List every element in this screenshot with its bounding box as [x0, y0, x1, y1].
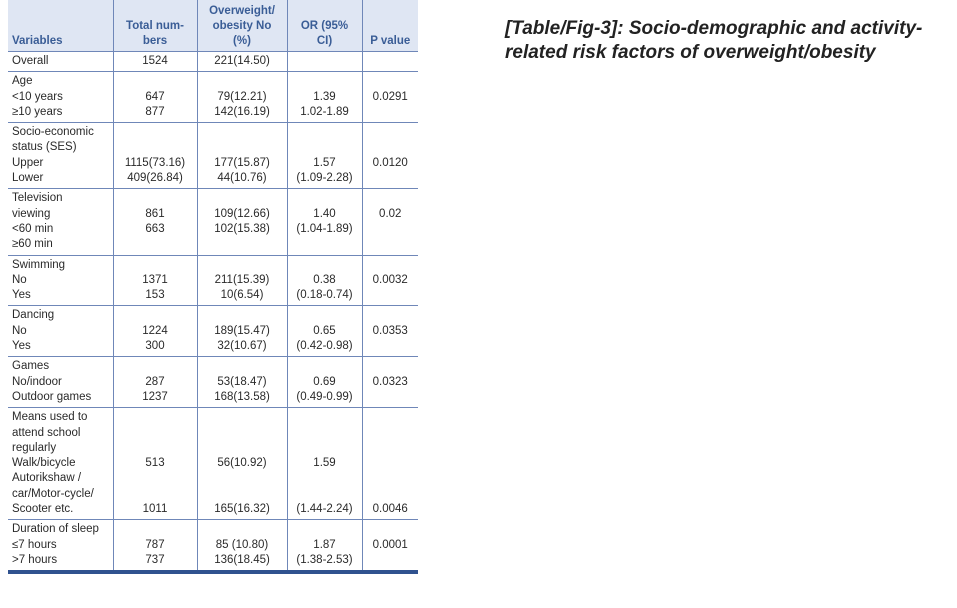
table-row [8, 357, 418, 408]
cell-line: 0.38 [313, 273, 336, 286]
cell-line: 168(13.58) [214, 390, 270, 403]
cell-total-numbers [113, 189, 197, 255]
cell-line: Socio-economic [12, 126, 94, 139]
cell-line [202, 441, 283, 456]
cell-line: 1524 [142, 55, 168, 67]
cell-line [367, 222, 415, 237]
cell-line: ≥10 years [12, 105, 63, 118]
cell-line: >7 hours [12, 553, 58, 566]
cell-line: 85 (10.80) [215, 538, 269, 551]
cell-line: (0.18-0.74) [296, 289, 353, 302]
cell-line [118, 125, 193, 140]
cell-line [202, 487, 283, 502]
cell-line [367, 487, 415, 502]
cell-line [202, 237, 283, 252]
cell-odds-ratio [287, 357, 362, 408]
cell-line: 0.0291 [372, 90, 408, 103]
table-body [8, 52, 418, 573]
cell-p-value [362, 123, 418, 189]
cell-line: Walk/bicycle [12, 457, 76, 470]
header-line: OR (95% [300, 20, 349, 32]
cell-line: Scooter etc. [12, 503, 74, 516]
cell-line [292, 426, 358, 441]
cell-line [367, 258, 415, 273]
cell-line: 79(12.21) [217, 90, 267, 103]
cell-line [118, 140, 193, 155]
cell-odds-ratio [287, 520, 362, 572]
cell-line [367, 441, 415, 456]
cell-line: 1.59 [313, 457, 336, 470]
cell-line: attend school [12, 426, 81, 439]
cell-line: 0.0353 [372, 324, 408, 337]
cell-line: 1.57 [313, 156, 336, 169]
cell-line: 0.0323 [372, 375, 408, 388]
table-row [8, 520, 418, 572]
cell-line: status (SES) [12, 141, 77, 154]
cell-variables [8, 357, 113, 408]
cell-line [202, 258, 283, 273]
cell-line: Dancing [12, 309, 55, 322]
cell-line: 0.02 [379, 207, 402, 220]
cell-p-value [362, 520, 418, 572]
cell-line: 53(18.47) [217, 375, 267, 388]
cell-odds-ratio [287, 306, 362, 357]
cell-line: 0.0001 [372, 538, 408, 551]
cell-line: (1.04-1.89) [296, 222, 353, 235]
cell-line: Duration of sleep [12, 523, 99, 536]
cell-odds-ratio [287, 408, 362, 520]
cell-line: 221(14.50) [214, 55, 270, 67]
table-header-row [8, 0, 418, 52]
cell-odds-ratio [287, 189, 362, 255]
cell-line [367, 105, 415, 120]
table-row [8, 255, 418, 306]
cell-line: ≤7 hours [12, 538, 57, 551]
cell-line: No [12, 324, 27, 337]
cell-line: Autorikshaw / [12, 472, 82, 485]
cell-overweight-obesity [197, 306, 287, 357]
cell-line [118, 426, 193, 441]
cell-line [118, 522, 193, 537]
table-row [8, 72, 418, 123]
cell-line: Yes [12, 289, 31, 302]
header-line: bers [142, 35, 168, 47]
cell-line [367, 359, 415, 374]
cell-total-numbers [113, 520, 197, 572]
cell-line: Means used to [12, 411, 88, 424]
cell-line: (0.42-0.98) [296, 340, 353, 353]
cell-overweight-obesity [197, 52, 287, 72]
cell-line [367, 426, 415, 441]
cell-odds-ratio [287, 52, 362, 72]
cell-variables [8, 189, 113, 255]
cell-line [367, 171, 415, 186]
cell-variables [8, 408, 113, 520]
cell-line [367, 308, 415, 323]
cell-line [202, 140, 283, 155]
cell-line: 56(10.92) [217, 457, 267, 470]
cell-line: (1.44-2.24) [296, 503, 353, 516]
cell-line [292, 359, 358, 374]
cell-line [367, 471, 415, 486]
cell-line: Overall [12, 55, 49, 67]
header-line: P value [370, 35, 411, 47]
cell-line: Games [12, 360, 50, 373]
cell-line [118, 258, 193, 273]
cell-odds-ratio [287, 255, 362, 306]
header-line: CI) [316, 35, 333, 47]
cell-line: 136(18.45) [214, 553, 270, 566]
cell-line [118, 191, 193, 206]
table-row [8, 52, 418, 72]
cell-line [292, 308, 358, 323]
cell-line [367, 410, 415, 425]
cell-line [367, 522, 415, 537]
cell-line: 647 [145, 90, 165, 103]
cell-line: <10 years [12, 90, 63, 103]
cell-line: 1371 [142, 273, 168, 286]
cell-total-numbers [113, 306, 197, 357]
cell-line [367, 54, 415, 69]
header-line: (%) [233, 35, 251, 47]
cell-line [292, 258, 358, 273]
cell-line [202, 471, 283, 486]
column-header-variables [8, 0, 113, 52]
cell-total-numbers [113, 52, 197, 72]
cell-p-value [362, 357, 418, 408]
column-header-total-numbers [113, 0, 197, 52]
cell-line [367, 456, 415, 471]
cell-line: 0.65 [313, 324, 336, 337]
cell-line [292, 237, 358, 252]
header-line: Total num- [126, 20, 184, 32]
cell-line [118, 410, 193, 425]
cell-line [118, 74, 193, 89]
header-line: Overweight/ [209, 5, 275, 17]
cell-line [202, 426, 283, 441]
cell-line: (1.38-2.53) [296, 553, 353, 566]
cell-overweight-obesity [197, 520, 287, 572]
column-header-overweight-obesity [197, 0, 287, 52]
cell-line: 663 [145, 222, 165, 235]
cell-line [367, 288, 415, 303]
cell-total-numbers [113, 255, 197, 306]
cell-line: Outdoor games [12, 390, 92, 403]
cell-line [202, 522, 283, 537]
cell-line: 287 [145, 375, 165, 388]
cell-line: viewing [12, 207, 51, 220]
cell-line: 861 [145, 207, 165, 220]
cell-variables [8, 123, 113, 189]
cell-line: ≥60 min [12, 238, 53, 251]
cell-line [367, 125, 415, 140]
cell-line [118, 441, 193, 456]
cell-line: 0.0032 [372, 273, 408, 286]
cell-line [367, 191, 415, 206]
figure-caption: [Table/Fig-3]: Socio-demographic and activity-related risk factors of overweight/obesity [505, 18, 923, 63]
cell-line [292, 487, 358, 502]
cell-line: 211(15.39) [214, 273, 270, 286]
cell-line [202, 410, 283, 425]
cell-line [292, 140, 358, 155]
header-line: Variables [12, 35, 63, 47]
cell-line [367, 553, 415, 568]
cell-line: 1.40 [313, 207, 336, 220]
cell-line: 32(10.67) [217, 340, 267, 353]
cell-line: 0.0120 [372, 156, 408, 169]
cell-line: regularly [12, 441, 57, 454]
header-line: obesity No [212, 20, 272, 32]
cell-odds-ratio [287, 72, 362, 123]
cell-line: 0.0046 [372, 503, 408, 516]
cell-line: 109(12.66) [214, 207, 270, 220]
cell-line: 737 [145, 553, 165, 566]
cell-p-value [362, 306, 418, 357]
cell-line [118, 308, 193, 323]
cell-line: 787 [145, 538, 165, 551]
cell-line: 177(15.87) [214, 156, 270, 169]
cell-line [367, 390, 415, 405]
cell-line: Yes [12, 340, 31, 353]
table-row [8, 408, 418, 520]
cell-overweight-obesity [197, 189, 287, 255]
cell-line: 0.69 [313, 375, 336, 388]
cell-line [292, 54, 358, 69]
cell-p-value [362, 189, 418, 255]
cell-line: (1.09-2.28) [296, 172, 353, 185]
cell-p-value [362, 72, 418, 123]
table-row [8, 123, 418, 189]
column-header-odds-ratio [287, 0, 362, 52]
cell-line: 153 [145, 289, 165, 302]
cell-line [202, 191, 283, 206]
cell-line: Television [12, 192, 63, 205]
cell-line: No [12, 273, 27, 286]
cell-line [118, 487, 193, 502]
cell-line [202, 308, 283, 323]
cell-variables [8, 306, 113, 357]
cell-line [202, 359, 283, 374]
cell-line [292, 441, 358, 456]
cell-line: 877 [145, 105, 165, 118]
cell-line: 1.39 [313, 90, 336, 103]
cell-p-value [362, 52, 418, 72]
cell-line [292, 74, 358, 89]
cell-line: Lower [12, 172, 44, 185]
cell-line [292, 522, 358, 537]
cell-line [367, 140, 415, 155]
cell-line [292, 410, 358, 425]
cell-total-numbers [113, 72, 197, 123]
cell-line [367, 74, 415, 89]
cell-overweight-obesity [197, 255, 287, 306]
cell-overweight-obesity [197, 72, 287, 123]
cell-line: 1.02-1.89 [300, 105, 349, 118]
cell-line: 300 [145, 340, 165, 353]
cell-overweight-obesity [197, 408, 287, 520]
cell-total-numbers [113, 123, 197, 189]
cell-line: 142(16.19) [214, 105, 270, 118]
cell-odds-ratio [287, 123, 362, 189]
cell-line: Upper [12, 156, 44, 169]
cell-line: 165(16.32) [214, 503, 270, 516]
cell-line: (0.49-0.99) [296, 390, 353, 403]
cell-line [292, 471, 358, 486]
cell-line: 1237 [142, 390, 168, 403]
cell-line: 1224 [142, 324, 168, 337]
table-row [8, 189, 418, 255]
cell-line [202, 74, 283, 89]
cell-overweight-obesity [197, 357, 287, 408]
cell-line [118, 471, 193, 486]
cell-line: Age [12, 75, 33, 88]
cell-line: No/indoor [12, 375, 62, 388]
cell-line [292, 125, 358, 140]
cell-variables [8, 520, 113, 572]
cell-line [292, 191, 358, 206]
cell-line: <60 min [12, 222, 54, 235]
cell-line [118, 359, 193, 374]
cell-line: car/Motor-cycle/ [12, 487, 94, 500]
cell-total-numbers [113, 408, 197, 520]
cell-line: 1011 [142, 503, 168, 516]
risk-factors-table [8, 0, 418, 574]
cell-line: 189(15.47) [214, 324, 270, 337]
cell-total-numbers [113, 357, 197, 408]
cell-line [202, 125, 283, 140]
cell-p-value [362, 255, 418, 306]
cell-line [367, 237, 415, 252]
table-row [8, 306, 418, 357]
cell-line: 44(10.76) [217, 172, 267, 185]
cell-variables [8, 72, 113, 123]
cell-line: 513 [145, 457, 165, 470]
cell-line: 1.87 [313, 538, 336, 551]
cell-p-value [362, 408, 418, 520]
cell-variables [8, 255, 113, 306]
column-header-p-value [362, 0, 418, 52]
cell-line: Swimming [12, 258, 66, 271]
cell-line: 102(15.38) [214, 222, 270, 235]
cell-line: 10(6.54) [220, 289, 264, 302]
cell-overweight-obesity [197, 123, 287, 189]
cell-line [367, 339, 415, 354]
cell-line: 1115(73.16) [124, 156, 186, 169]
cell-line [118, 237, 193, 252]
cell-variables [8, 52, 113, 72]
cell-line: 409(26.84) [127, 172, 183, 185]
